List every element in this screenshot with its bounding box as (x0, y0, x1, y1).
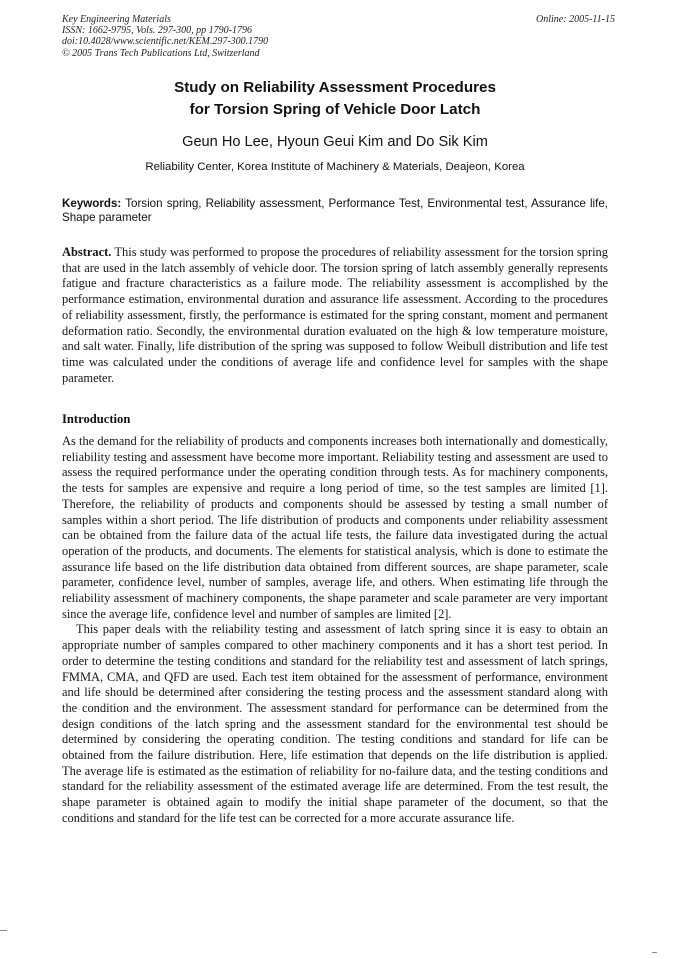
copyright-line: © 2005 Trans Tech Publications Ltd, Switzerland (62, 47, 260, 59)
scan-edge-mark (652, 952, 657, 953)
affiliation: Reliability Center, Korea Institute of Machinery & Materials, Deajeon, Korea (145, 161, 525, 173)
online-date: Online: 2005-11-15 (536, 14, 615, 25)
journal-name: Key Engineering Materials (62, 14, 171, 25)
abstract-label: Abstract. (62, 245, 112, 259)
introduction-paragraph-1: As the demand for the reliability of products and components increases both internationally and domestically, reliability testing and assessment have become more important. Reliability testing and assessment are used to assess the required performance under the operating condition through tests. As for machinery components, the tests for samples are expensive and require a long period of time, so the test samples are limited [1]. Therefore, the reliability of products and components should be assessed by testing a small number of samples within a short period. The life distribution of products and components under reliability assessment can be obtained from the failure data of the actual life tests, the failure data investigated during the actual operation of the products, and documents. The elements for statistical analysis, which is done to estimate the assurance life based on the life distribution data obtained from different sources, are shape parameter, scale parameter, confidence level, number of samples, average life, and others. When estimating life through the reliability assessment of machinery components, the shape parameter and scale parameter are very important since the average life, confidence level and number of samples are limited [2]. (62, 434, 608, 621)
paper-title (62, 77, 608, 121)
scan-edge-mark (0, 930, 7, 931)
publication-info (62, 14, 422, 59)
introduction-paragraph-2: This paper deals with the reliability testing and assessment of latch spring since it is easy to obtain an appropriate number of samples compared to other machinery components and it has a short test period. In order to determine the testing conditions and standard for the reliability test and assessment of latch springs, FMMA, CMA, and QFD are used. Each test item obtained for the assessment of performance, environment and life should be determined after considering the testing process and the assessment standard along with the condition and the environment. The assessment standard for performance can be determined from the design conditions of the latch spring and the assessment standard for the environmental test should be determined by considering the operating condition. The testing conditions and standard for life can be obtained from the failure distribution. Here, life estimation that depends on the life distribution is applied. The average life is estimated as the estimation of reliability for no-failure data, and the testing conditions and standard for the reliability assessment of the estimated average life are determined. From the test result, the shape parameter is obtained again to modify the initial shape parameter of the document, so that the conditions and standard for the life test can be corrected for a more accurate assurance life. (62, 622, 608, 825)
keywords-section (62, 197, 608, 226)
introduction-body (62, 434, 608, 827)
abstract-text: This study was performed to propose the procedures of reliability assessment for the torsion spring that are used in the latch assembly of vehicle door. The torsion spring of latch assembly generally represents fatigue and fracture characteristics as a failure mode. The reliability assessment is accomplished by the performance estimation, environmental duration and assurance life assessment. According to the procedures of reliability assessment, firstly, the performance is estimated for the spring constant, moment and permanent deformation ratio. Secondly, the environmental duration evaluated on the high & low temperature moisture, and salt water. Finally, life distribution of the spring was supposed to follow Weibull distribution and life test time was calculated under the conditions of average life and confidence level for samples with the shape parameter. (62, 245, 608, 385)
doi-line: doi:10.4028/www.scientific.net/KEM.297-300.1790 (62, 36, 269, 48)
keywords-label: Keywords: (62, 197, 122, 210)
keywords-text: Torsion spring, Reliability assessment, Performance Test, Environmental test, Assurance life, Shape parameter (62, 197, 608, 225)
introduction-heading: Introduction (62, 412, 131, 426)
title-line-2: for Torsion Spring of Vehicle Door Latch (189, 101, 481, 118)
title-line-1: Study on Reliability Assessment Procedures (174, 79, 496, 96)
issn-line: ISSN: 1662-9795, Vols. 297-300, pp 1790-1796 (62, 25, 252, 37)
author-list: Geun Ho Lee, Hyoun Geui Kim and Do Sik Kim (182, 134, 488, 150)
abstract-section (62, 245, 608, 386)
